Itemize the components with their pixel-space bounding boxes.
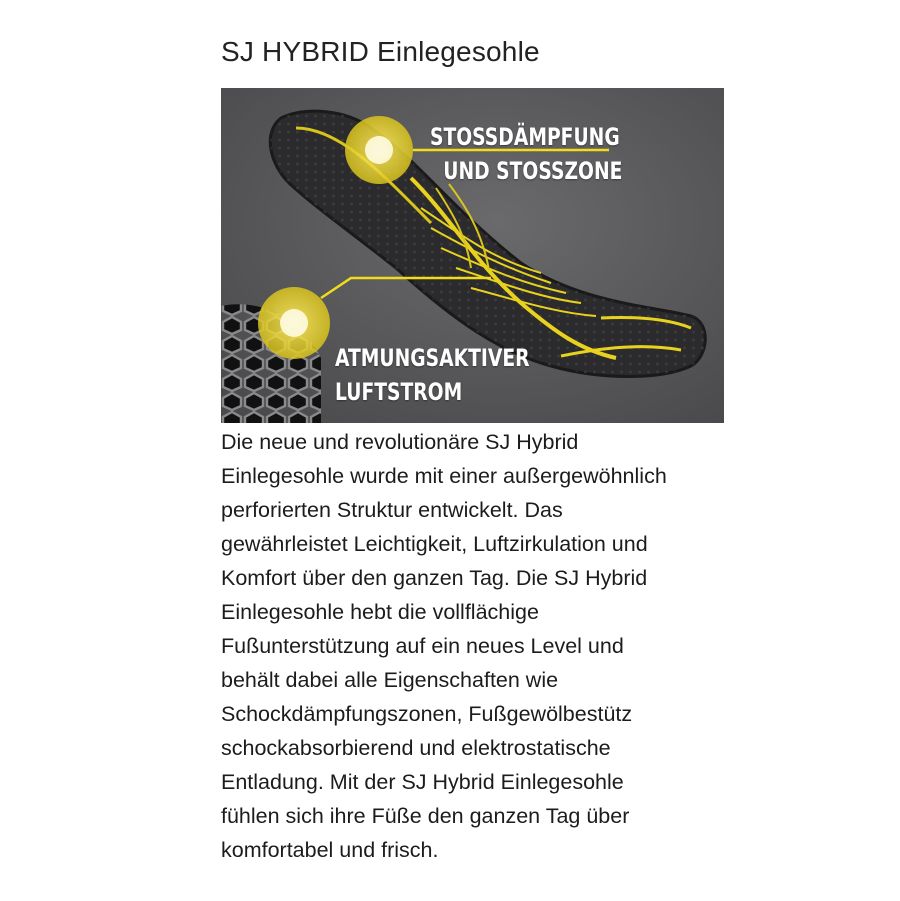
callout-shock-absorption: [430, 120, 622, 188]
callout-line: ATMUNGSAKTIVER: [335, 344, 530, 372]
product-description: [221, 425, 726, 867]
insole-product-image: [221, 88, 724, 423]
description-line: behält dabei alle Eigenschaften wie: [221, 668, 559, 692]
callout-breathable-airflow: [335, 341, 530, 409]
product-description-section: [221, 30, 726, 867]
description-line: Fußunterstützung auf ein neues Level und: [221, 634, 624, 658]
description-line: Schockdämpfungszonen, Fußgewölbestütz: [221, 702, 633, 726]
description-line: Komfort über den ganzen Tag. Die SJ Hybrid: [221, 566, 648, 590]
description-line: Die neue und revolutionäre SJ Hybrid: [221, 430, 579, 454]
callout-line: UND STOSSZONE: [443, 157, 623, 185]
callout-line: STOSSDÄMPFUNG: [430, 123, 620, 151]
description-line: gewährleistet Leichtigkeit, Luftzirkulation und: [221, 532, 648, 556]
page-title: SJ HYBRID Einlegesohle: [221, 36, 540, 67]
description-line: schockabsorbierend und elektrostatische: [221, 736, 611, 760]
description-line: Einlegesohle wurde mit einer außergewöhnlich: [221, 464, 667, 488]
callout-line: LUFTSTROM: [335, 378, 463, 406]
description-line: Einlegesohle hebt die vollflächige: [221, 600, 539, 624]
description-line: Entladung. Mit der SJ Hybrid Einlegesohle: [221, 770, 624, 794]
description-line: perforierten Struktur entwickelt. Das: [221, 498, 563, 522]
description-line: komfortabel und frisch.: [221, 838, 439, 862]
description-line: fühlen sich ihre Füße den ganzen Tag über: [221, 804, 630, 828]
